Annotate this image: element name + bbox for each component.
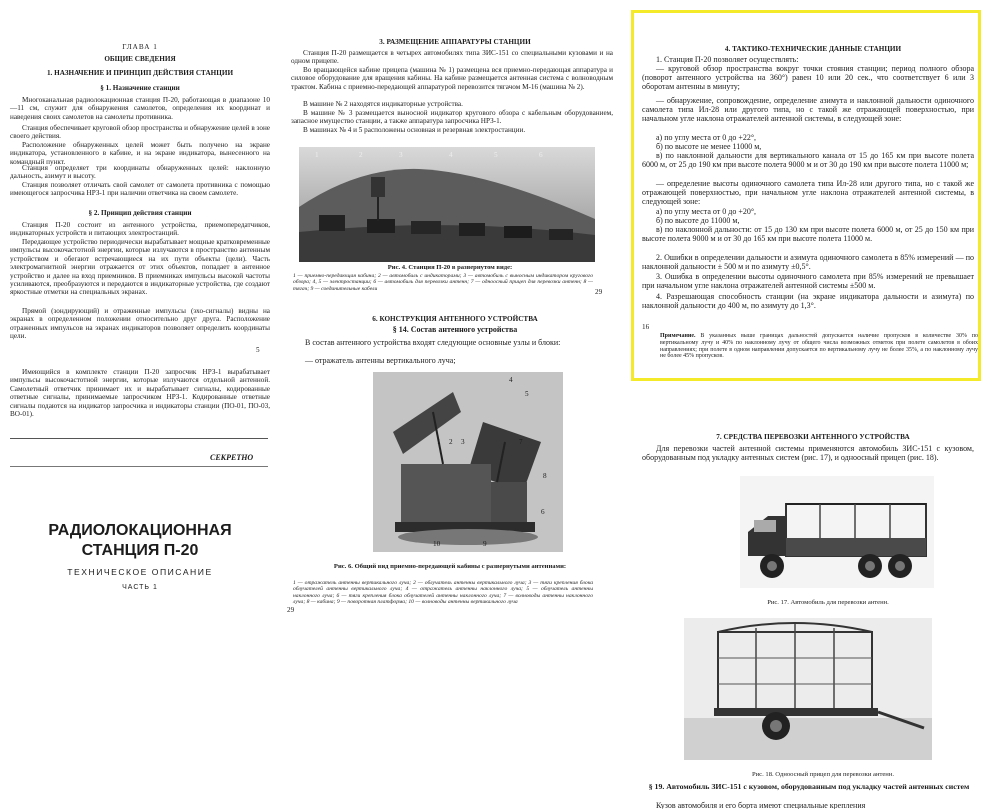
figure-6-legend: 1 — отражатель антенны вертикального луча; 2 — облучатель антенны вертикального луча; 3 — тяги крепления блока облучателей антенны вертикального луча; 4 — отражатель антенны наклонного луча; 5 — облучатель антенны наклонного луча; 6 — тяги крепления блока облучателей антенны наклонного луча; 7 — волноводы антенны наклонного луча; 8 — кабина; 9 — поворотная платформа; 10 — волноводы антенны вертикального луча xyxy=(293,580,593,606)
page-number: 29 xyxy=(287,606,295,614)
figure-6-callout: 10 xyxy=(433,540,441,548)
body-text: а) по углу места от 0 до +22°, xyxy=(656,133,757,142)
cover-title-line2: СТАНЦИЯ П-20 xyxy=(81,542,199,559)
body-text: В машине № 2 находятся индикаторные устройства. xyxy=(303,100,463,108)
body-text: в) по наклонной дальности для вертикального канала от 15 до 165 км при высоте полета 6000 м, от 25 до 190 км при высоте полета 9000 м и от 30 до 190 км при высоте полета 11000 м; xyxy=(642,151,974,170)
body-text: 3. Ошибка в определении высоты одиночного самолета при 85% измерений не превышает при начальном угле наклона отражателей антенной системы ±500 м. xyxy=(642,272,974,291)
figure-6-callout: 4 xyxy=(509,376,513,384)
section-heading: 6. КОНСТРУКЦИЯ АНТЕННОГО УСТРОЙСТВА xyxy=(372,315,538,323)
figure-4-callout: 2 xyxy=(359,151,363,159)
body-text: — отражатель антенны вертикального луча; xyxy=(305,356,456,365)
figure-6-callout: 1 xyxy=(437,438,441,446)
page-number: 5 xyxy=(256,346,260,354)
section-heading: 4. ТАКТИКО-ТЕХНИЧЕСКИЕ ДАННЫЕ СТАНЦИИ xyxy=(724,45,902,53)
figure-18-caption: Рис. 18. Одноосный прицеп для перевозки антенн. xyxy=(751,771,894,778)
body-text: — определение высоты одиночного самолета типа Ил-28 или другого типа, но с такой же отражающей поверхностью, при начальном угле наклона отражателей антенной системы, в следующей зоне: xyxy=(642,179,974,207)
highlight-frame xyxy=(631,10,981,381)
cover-title-line1: РАДИОЛОКАЦИОННАЯ xyxy=(48,522,232,539)
figure-18-photo xyxy=(684,618,932,760)
page-middle xyxy=(285,0,620,809)
figure-17-photo xyxy=(740,476,934,588)
figure-4-caption: Рис. 4. Станция П-20 в развернутом виде: xyxy=(387,264,513,271)
body-text: Для перевозки частей антенной системы применяются автомобиль ЗИС-151 с кузовом, оборудованным под укладку антенных систем (рис. 17), и одноосный прицеп (рис. 18). xyxy=(642,444,974,463)
body-text: Станция обеспечивает круговой обзор пространства и обнаружение целей в зоне своего действия. xyxy=(10,124,270,141)
figure-4-callout: 3 xyxy=(399,151,403,159)
figure-4-callout: 6 xyxy=(539,151,543,159)
body-text: б) по высоте не менее 11000 м, xyxy=(656,142,762,151)
figure-6-callout: 7 xyxy=(519,438,523,446)
figure-6-callout: 9 xyxy=(483,540,487,548)
figure-6-callout: 6 xyxy=(541,508,545,516)
figure-6-photo xyxy=(373,372,563,552)
body-text: В состав антенного устройства входят следующие основные узлы и блоки: xyxy=(305,338,561,347)
section-heading: 3. РАЗМЕЩЕНИЕ АППАРАТУРЫ СТАНЦИИ xyxy=(379,38,531,46)
page-number: 29 xyxy=(595,288,603,296)
figure-6-callout: 3 xyxy=(461,438,465,446)
paragraph-heading: § 14. Состав антенного устройства xyxy=(392,325,518,334)
body-text: Станция П-20 состоит из антенного устройства, приемопередатчиков, индикаторных устройств и питающих электростанций. xyxy=(10,221,270,238)
body-text: Расположение обнаруженных целей может быть получено на экране индикатора, установленного в кабине, и на экране индикатора, вынесенного на командный пункт. xyxy=(10,141,270,166)
cover-subtitle: ТЕХНИЧЕСКОЕ ОПИСАНИЕ xyxy=(67,567,213,577)
paragraph-heading: § 2. Принцип действия станции xyxy=(88,209,192,217)
paragraph-heading: § 19. Автомобиль ЗИС-151 с кузовом, оборудованным под укладку частей антенных систем xyxy=(648,782,970,791)
figure-4-callout: 1 xyxy=(315,151,319,159)
chapter-label: ГЛАВА 1 xyxy=(122,43,158,51)
figure-6-callout: 5 xyxy=(525,390,529,398)
cover-top-rule xyxy=(10,438,268,439)
section-heading: 1. НАЗНАЧЕНИЕ И ПРИНЦИП ДЕЙСТВИЯ СТАНЦИИ xyxy=(46,69,234,77)
body-text: в) по наклонной дальности: от 15 до 130 км при высоте полета 6000 м, от 25 до 150 км при высоте полета 9000 м и от 30 до 165 км при высоте полета 11000 м. xyxy=(642,225,974,244)
body-text: 4. Разрешающая способность станции (на экране индикатора дальности и азимута) по наклонной дальности до 400 м, по азимуту до 1,3°. xyxy=(642,292,974,311)
page-number: 16 xyxy=(642,323,650,331)
body-text: Имеющийся в комплекте станции П-20 запросчик НРЗ-1 вырабатывает импульсы высокочастотной энергии, которые излучаются отдельной антенной. Самолетный ответчик принимает их и вырабатывает сигналы, кодированные ответные сигналы, принимаемые запросчиком НРЗ-1. Кодированные ответные сигналы подаются на индикатор запросчика и индикаторы станции (ПО-01, ПО-03, ВО-01). xyxy=(10,368,270,419)
figure-17-caption: Рис. 17. Автомобиль для перевозки антенн. xyxy=(767,599,889,606)
chapter-title: ОБЩИЕ СВЕДЕНИЯ xyxy=(104,55,176,63)
body-text: В машине № 3 размещается выносной индикатор кругового обзора с кабельным оборудованием, запасное имущество станции, а также аппаратура запросчика НРЗ-1. xyxy=(291,109,613,126)
body-text: — круговой обзор пространства вокруг точки стояния станции; период полного обзора (поворот антенного устройства на 360°) равен 10 или 20 сек., что соответствует 6 или 3 оборотам антенны в минуту; xyxy=(642,64,974,92)
figure-4-legend: 1 — приемно-передающая кабина; 2 — автомобиль с индикаторами; 3 — автомобиль с выносным индикатором кругового обзора; 4, 5 — электростанции; 6 — автомобиль для перевозки антенн; 7 — одноосный прицеп для перевозки антенн; 8 — тягач; 9 — соединительные кабели xyxy=(293,273,593,292)
body-text: Многоканальная радиолокационная станция П-20, работающая в диапазоне 10—11 см, служит для обнаружения самолетов, определения их координат и наведения своих самолетов на самолеты противника. xyxy=(10,96,270,121)
body-text: Прямой (зондирующий) и отраженные импульсы (эхо-сигналы) видны на экранах в определенном положении относительно друг друга. Расположение отраженных импульсов на экранах индикаторов позволяет определить координаты цели. xyxy=(10,307,270,341)
body-text: Станция определяет три координаты обнаруженных целей: наклонную дальность, азимут и высоту. xyxy=(10,164,270,181)
body-text: Кузов автомобиля и его борта имеют специальные крепления xyxy=(656,801,866,809)
body-text: 2. Ошибки в определении дальности и азимута одиночного самолета в 85% измерений — по наклонной дальности ± 500 м и по азимуту ±0,5°. xyxy=(642,253,974,272)
figure-4-callout: 4 xyxy=(449,151,453,159)
body-text: б) по высоте до 11000 м, xyxy=(656,216,740,225)
figure-4-photo xyxy=(299,147,595,262)
body-text: Передающее устройство периодически вырабатывает мощные кратковременные импульсы высокочастотной энергии, которые излучаются в пространство антенным устройством и обегают встречающиеся на их пути объекты (цели). Часть электромагнитной энергии отражается от этих объектов, попадает в антенное устройство и далее на вход приемников. В приемниках импульсы высокой частоты усиливаются, преобразуются и передаются в индикаторные устройства, где создают яркостные отметки на специальных экранах. xyxy=(10,238,270,297)
figure-6-caption: Рис. 6. Общий вид приемно-передающей кабины с развернутыми антеннами: xyxy=(333,563,567,570)
note-label: Примечание. xyxy=(660,333,696,339)
body-text: а) по углу места от 0 до +20°, xyxy=(656,207,757,216)
figure-4-callout: 5 xyxy=(494,151,498,159)
body-text: Станция П-20 размещается в четырех автомобилях типа ЗИС-151 со специальными кузовами и на одном прицепе. xyxy=(291,49,613,66)
figure-6-callout: 2 xyxy=(449,438,453,446)
secret-stamp: СЕКРЕТНО xyxy=(210,453,254,462)
body-text: Во вращающейся кабине прицепа (машина № 1) размещена вся приемно-передающая аппаратура и силовое оборудование для вращения кабины. На кабине размещается антенная система с волноводным трактом. Кабина с приемно-передающей аппаратурой перевозится тягачом М-16 (машина № 2). xyxy=(291,66,613,91)
body-text: — обнаружение, сопровождение, определение азимута и наклонной дальности одиночного самолета типа Ил-28 или другого типа, но с такой же отражающей поверхностью, при начальном угле наклона отражателей антенной системы, в следующей зоне: xyxy=(642,96,974,124)
section-heading: 7. СРЕДСТВА ПЕРЕВОЗКИ АНТЕННОГО УСТРОЙСТВА xyxy=(716,433,910,441)
body-text: В машинах № 4 и 5 расположены основная и резервная электростанции. xyxy=(303,126,526,134)
figure-6-callout: 8 xyxy=(543,472,547,480)
body-text: Станция позволяет отличать свой самолет от самолета противника с помощью имеющегося запросчика НРЗ-1 при наличии ответчика на своем самолете. xyxy=(10,181,270,198)
cover-part: ЧАСТЬ 1 xyxy=(122,584,158,591)
body-text: 1. Станция П-20 позволяет осуществлять: xyxy=(656,55,799,64)
page-left xyxy=(0,0,280,809)
cover-mid-rule xyxy=(10,466,268,467)
paragraph-heading: § 1. Назначение станции xyxy=(100,84,180,92)
note-text: В указанных выше границах дальностей допускается наличие пропусков в количестве 30% по вертикальному лучу и 40% по наклонному лучу от общего числа возможных отметок при полете самолетов в обоих направлениях; при полете в одном направлении допускается по вертикальному лучу не более 35%, а по наклонному лучу не более 45% пропусков. xyxy=(660,333,979,360)
